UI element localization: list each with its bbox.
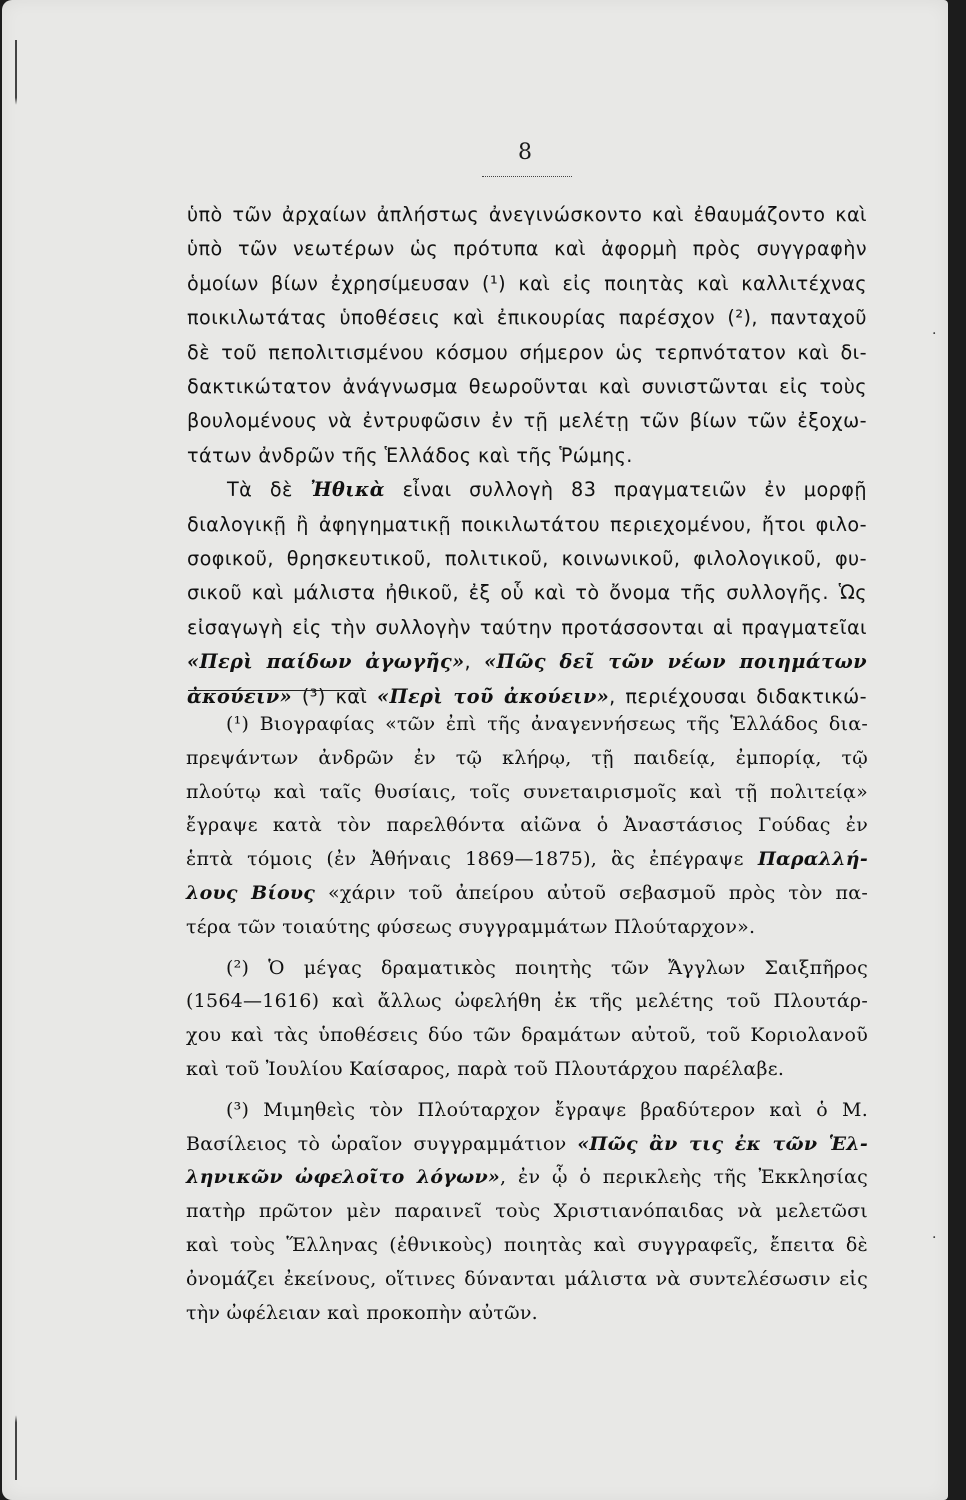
footnote-line: πλούτῳ καὶ ταῖς θυσίαις, τοῖς συνεταιρισμοῖς καὶ τῇ πολιτείᾳ» xyxy=(186,780,868,803)
footnote-line: καὶ τοὺς Ἕλληνας (ἐθνικοὺς) ποιητὰς καὶ συγγραφεῖς, ἔπειτα δὲ xyxy=(186,1233,868,1256)
footnote-line: λους Βίους «χάριν τοῦ ἀπείρου αὐτοῦ σεβασμοῦ πρὸς τὸν πα- xyxy=(186,881,868,904)
text-line: «Περὶ παίδων ἀγωγῆς», «Πῶς δεῖ τῶν νέων ποιημάτων xyxy=(187,650,867,674)
footnotes xyxy=(186,708,868,1337)
text-line: ὑπὸ τῶν ἀρχαίων ἀπλήστως ἀνεγινώσκοντο καὶ ἐθαυμάζοντο καὶ xyxy=(187,203,867,226)
work-title: «Πῶς ἂν τις ἐκ τῶν Ἑλ- xyxy=(577,1132,869,1155)
text-line: σοφικοῦ, θρησκευτικοῦ, πολιτικοῦ, κοινωνικοῦ, φιλολογικοῦ, φυ- xyxy=(187,547,867,571)
work-title: «Περὶ παίδων ἀγωγῆς» xyxy=(187,650,465,674)
footnote-line: ἑπτὰ τόμοις (ἐν Ἀθήναις 1869—1875), ἃς ἐπέγραψε Παραλλή- xyxy=(186,848,868,871)
page-edge-line xyxy=(15,40,17,1480)
footnote-line: πατὴρ πρῶτον μὲν παραινεῖ τοὺς Χριστιανόπαιδας νὰ μελετῶσι xyxy=(186,1200,868,1223)
work-title: ληνικῶν ὠφελοῖτο λόγων» xyxy=(186,1166,501,1189)
footnote-1 xyxy=(186,708,868,945)
work-title: Παραλλή- xyxy=(757,848,868,871)
margin-blemish: · xyxy=(932,1230,937,1246)
footnote-line: πρεψάντων ἀνδρῶν ἐν τῷ κλήρῳ, τῇ παιδείᾳ, ἐμπορίᾳ, τῷ xyxy=(186,746,868,769)
book-page xyxy=(2,0,948,1500)
text-line: τάτων ἀνδρῶν τῆς Ἑλλάδος καὶ τῆς Ῥώμης. xyxy=(187,443,633,467)
text-line: βουλομένους νὰ ἐντρυφῶσιν ἐν τῇ μελέτῃ τῶν βίων τῶν ἐξοχω- xyxy=(187,409,867,433)
text-line: σικοῦ καὶ μάλιστα ἠθικοῦ, ἐξ οὗ καὶ τὸ ὄνομα τῆς συλλογῆς. Ὡς xyxy=(187,581,867,605)
footnote-line: ὀνομάζει ἐκείνους, οἵτινες δύνανται μάλιστα νὰ συντελέσωσιν εἰς xyxy=(186,1267,868,1290)
page-number-rule xyxy=(482,176,572,177)
text-line: ὁμοίων βίων ἐχρησίμευσαν (¹) καὶ εἰς ποιητὰς καὶ καλλιτέχνας xyxy=(187,271,867,295)
page-number: 8 xyxy=(518,140,532,165)
footnote-line: καὶ τοῦ Ἰουλίου Καίσαρος, παρὰ τοῦ Πλουτάρχου παρέλαβε. xyxy=(186,1057,785,1080)
text-line: δακτικώτατον ἀνάγνωσμα θεωροῦνται καὶ συνιστῶνται εἰς τοὺς xyxy=(187,375,867,399)
footnote-line: (²) Ὁ μέγας δραματικὸς ποιητὴς τῶν Ἄγγλων Σαιξπῆρος xyxy=(226,956,868,979)
footnote-line: χου καὶ τὰς ὑποθέσεις δύο τῶν δραμάτων αὐτοῦ, τοῦ Κοριολανοῦ xyxy=(186,1024,868,1047)
footnote-2 xyxy=(186,952,868,1087)
text-line: ποικιλωτάτας ὑποθέσεις καὶ ἐπικουρίας παρέσχον (²), πανταχοῦ xyxy=(187,306,867,330)
ethika-title: Ἠθικὰ xyxy=(310,478,386,502)
text-line: ἀκούειν» (³) καὶ «Περὶ τοῦ ἀκούειν», περιέχουσαι διδακτικώ- xyxy=(187,684,868,708)
footnote-separator xyxy=(188,690,366,691)
footnote-line: τέρα τῶν τοιαύτης φύσεως συγγραμμάτων Πλούταρχον». xyxy=(186,915,756,938)
footnote-line: Βασίλειος τὸ ὡραῖον συγγραμμάτιον «Πῶς ἂν τις ἐκ τῶν Ἑλ- xyxy=(186,1132,869,1155)
text-line: δὲ τοῦ πεπολιτισμένου κόσμου σήμερον ὡς τερπνότατον καὶ δι- xyxy=(187,340,867,364)
work-title: «Περὶ τοῦ ἀκούειν» xyxy=(377,684,610,708)
footnote-line: (1564—1616) καὶ ἄλλως ὠφελήθη ἐκ τῆς μελέτης τοῦ Πλουτάρ- xyxy=(186,990,868,1013)
footnote-line: (³) Μιμηθεὶς τὸν Πλούταρχον ἔγραψε βραδύτερον καὶ ὁ Μ. xyxy=(226,1098,868,1121)
footnote-line: ἔγραψε κατὰ τὸν παρελθόντα αἰῶνα ὁ Ἀναστάσιος Γούδας ἐν xyxy=(186,814,868,837)
work-title: «Πῶς δεῖ τῶν νέων ποιημάτων xyxy=(484,650,867,674)
text-line: Τὰ δὲ Ἠθικὰ εἶναι συλλογὴ 83 πραγματειῶν ἐν μορφῇ xyxy=(227,478,867,502)
work-title: λους Βίους xyxy=(186,881,316,904)
main-text xyxy=(187,198,867,714)
footnote-line: ληνικῶν ὠφελοῖτο λόγων», ἐν ᾧ ὁ περικλεὴς τῆς Ἐκκλησίας xyxy=(186,1166,868,1189)
footnote-3 xyxy=(186,1094,868,1331)
text-line: ὑπὸ τῶν νεωτέρων ὡς πρότυπα καὶ ἀφορμὴ πρὸς συγγραφὴν xyxy=(187,237,867,261)
text-line: διαλογικῇ ἢ ἀφηγηματικῇ ποικιλωτάτου περιεχομένου, ἤτοι φιλο- xyxy=(187,512,867,536)
text-line: εἰσαγωγὴ εἰς τὴν συλλογὴν ταύτην προτάσσονται αἱ πραγματεῖαι xyxy=(187,615,867,639)
footnote-line: (¹) Βιογραφίας «τῶν ἐπὶ τῆς ἀναγεννήσεως τῆς Ἑλλάδος δια- xyxy=(226,713,868,735)
work-title: ἀκούειν» xyxy=(187,684,293,708)
margin-blemish: · xyxy=(932,326,937,342)
footnote-line: τὴν ὠφέλειαν καὶ προκοπὴν αὐτῶν. xyxy=(186,1301,538,1324)
